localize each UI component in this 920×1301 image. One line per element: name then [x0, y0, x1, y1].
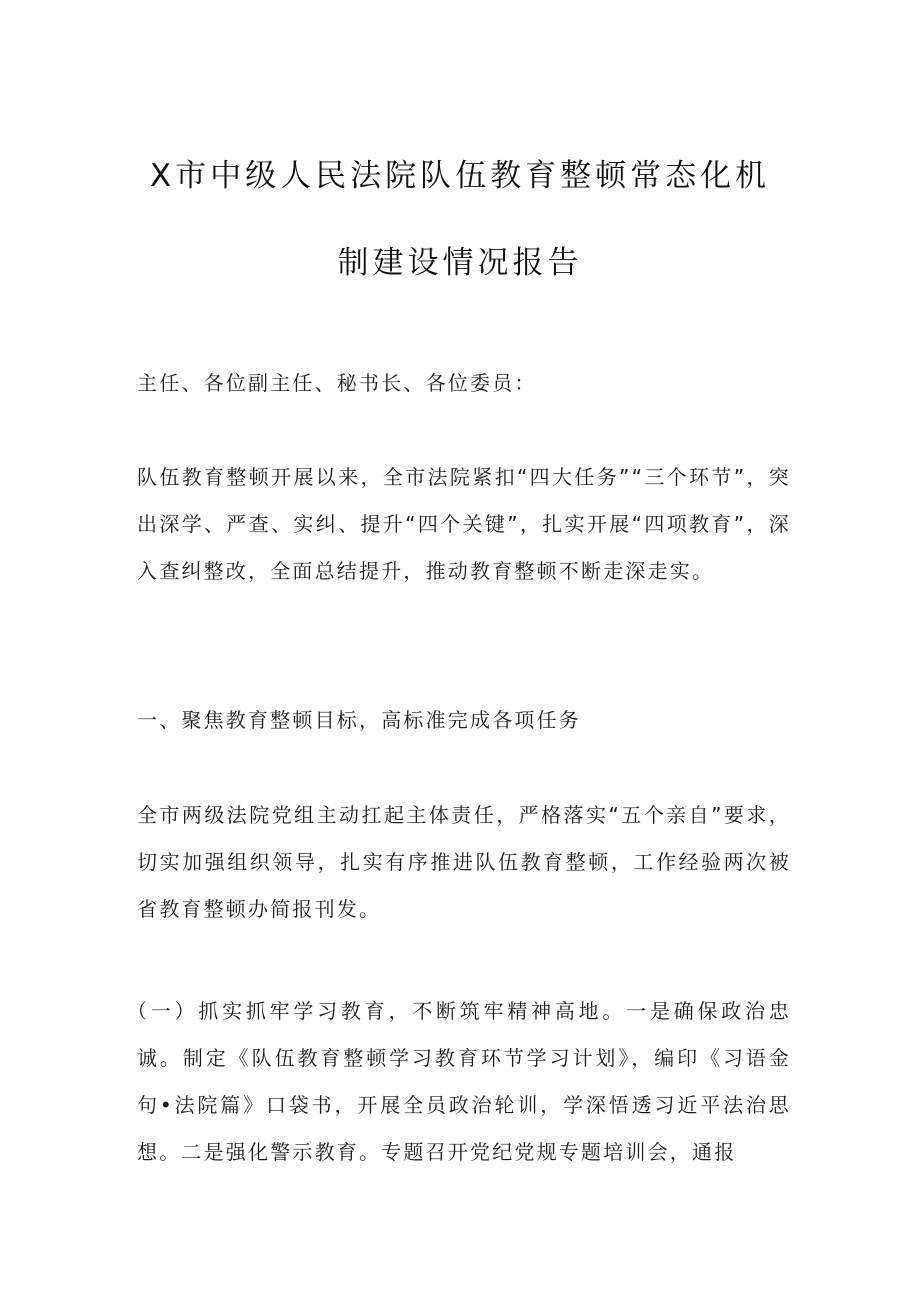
section-heading-1: 一、聚焦教育整顿目标，高标准完成各项任务	[137, 708, 581, 732]
document-title-line-2: 制建设情况报告	[337, 245, 583, 281]
document-title-line-1: X市中级人民法院队伍教育整顿常态化机	[149, 158, 771, 194]
subsection-paragraph-1: （一）抓实抓牢学习教育，不断筑牢精神高地。一是确保政治忠诚。制定《队伍教育整顿学习教育环节学习计划》，编印《习语金句•法院篇》口袋书，开展全员政治轮训，学深悟透习近平法治思想。二是强化警示教育。专题召开党纪党规专题培训会，通报	[127, 999, 791, 1164]
salutation: 主任、各位副主任、秘书长、各位委员：	[137, 371, 537, 395]
intro-paragraph: 队伍教育整顿开展以来，全市法院紧扣“四大任务”“三个环节”，突出深学、严查、实纠、提升“四个关键”，扎实开展“四项教育”，深入查纠整改，全面总结提升，推动教育整顿不断走深走实。	[137, 465, 791, 583]
section-body-1: 全市两级法院党组主动扛起主体责任，严格落实“五个亲自”要求，切实加强组织领导，扎实有序推进队伍教育整顿，工作经验两次被省教育整顿办简报刊发。	[137, 803, 791, 921]
